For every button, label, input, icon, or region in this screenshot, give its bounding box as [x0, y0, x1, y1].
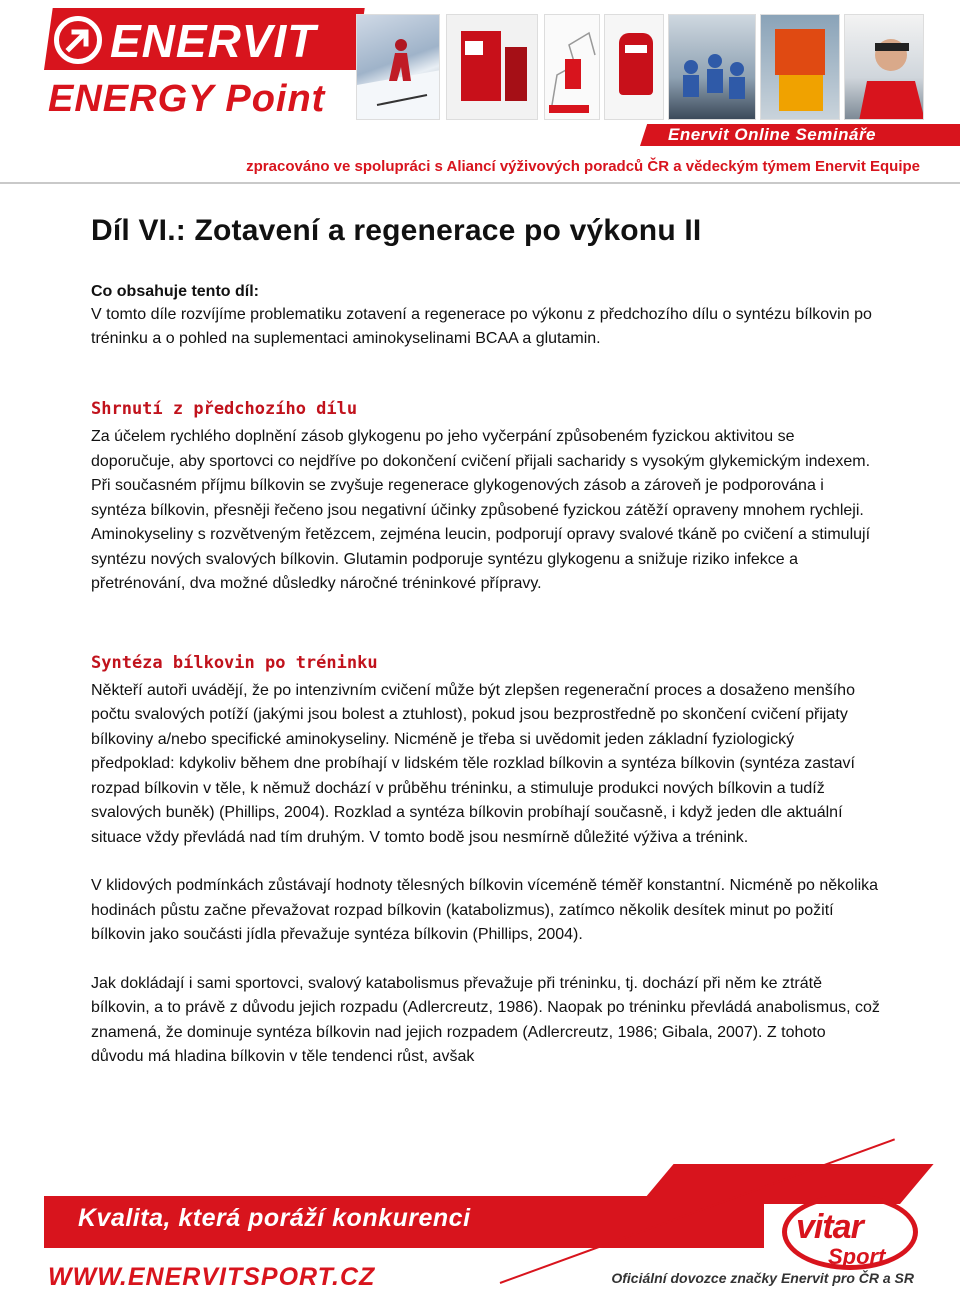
- photo-pre-product: [760, 14, 840, 120]
- page-footer: [0, 1160, 960, 1295]
- photo-cross-country-skier: [356, 14, 440, 120]
- logo-point-word: Point: [225, 78, 326, 120]
- footer-importer-note: Oficiální dovozce značky Enervit pro ČR a SR: [611, 1270, 914, 1286]
- photo-cyclist-portrait: [844, 14, 924, 120]
- logo-energy-text: [48, 78, 325, 121]
- header-divider: [0, 182, 960, 184]
- section-paragraph: Za účelem rychlého doplnění zásob glykogenu po jeho vyčerpání způsobeném fyzickou aktivitou se doporučuje, aby sportovci co nejdříve po dokončení cvičení přijali sacharidy s vysokým glykemickým indexem. Při současném příjmu bílkovin se zvyšuje regenerace glykogenových zásob a zároveň je podporována i syntéza bílkovin, přesněji řečeno jsou negativní účinky způsobené fyzickou zátěží opraveny mnohem rychleji. Aminokyseliny s rozvětveným řetězcem, zejména leucin, podporují opravy svalové tkáně po cvičení a stimulují syntézu nových svalových bílkovin. Glutamin podporuje syntézu glykogenu a snižuje riziko infekce a přetrénování, dva možné důsledky náročné tréninkové přípravy.: [91, 428, 871, 592]
- footer-slogan: Kvalita, která poráží konkurenci: [78, 1204, 471, 1232]
- section-heading: Syntéza bílkovin po tréninku: [91, 652, 378, 673]
- document-title: Díl VI.: Zotavení a regenerace po výkonu II: [91, 214, 702, 247]
- header-photo-strip: [356, 14, 924, 120]
- section-paragraph: V klidových podmínkách zůstávají hodnoty tělesných bílkovin víceméně téměř konstantní. Nicméně po několika hodinách půstu začne převažovat rozpad bílkovin (katabolizmus), zatímco několik desítek minut po požití bílkovin jako součásti jídla převažuje syntéza bílkovin (Phillips, 2004).: [91, 877, 879, 943]
- enervit-energy-point-logo: [44, 8, 356, 126]
- section-protein-synthesis: [91, 651, 881, 1070]
- photo-enervitene-gel: [604, 14, 664, 120]
- logo-energy-word: ENERGY: [48, 78, 214, 120]
- page-header: [0, 0, 960, 186]
- section-heading: Shrnutí z předchozího dílu: [91, 399, 358, 419]
- section-summary: [91, 397, 881, 597]
- intro-heading: Co obsahuje tento díl:: [91, 283, 259, 300]
- document-body: [91, 210, 881, 1070]
- logo-enervit-text: ENERVIT: [110, 15, 317, 67]
- section-paragraph: Někteří autoři uvádějí, že po intenzivním cvičení může být zlepšen regenerační proces a dosaženo menšího počtu svalových potíží (jakými jsou bolest a ztuhlost), pokud jsou bezprostředně po skončení cvičení přijaty bílkoviny a/nebo specifické aminokyseliny. Nicméně je třeba si uvědomit jeden základní fyziologický předpoklad: kdykoliv během dne probíhají v lidském těle rozklad bílkovin a syntéza bílkovin (syntéza zastaví rozpad bílkovin v těle, k němuž dochází v průběhu tréninku, a stimuluje produkci nových bílkovin a tudíž svalových buněk) (Phillips, 2004). Rozklad a syntéza bílkovin probíhají současně, i když jeden dle aktuální situace vždy převládá nad tím druhým. V tomto bodě jsou nesmírně důležité výživa a trénink.: [91, 681, 855, 846]
- intro-body: V tomto díle rozvíjíme problematiku zotavení a regenerace po výkonu z předchozího dílu o syntézu bílkovin po tréninku a o pohled na suplementaci aminokyselinami BCAA a glutamin.: [91, 306, 872, 347]
- header-subline: zpracováno ve spolupráci s Aliancí výživových poradců ČR a vědeckým týmem Enervit Equipe: [246, 158, 920, 175]
- vitar-sport-word: Sport: [828, 1244, 886, 1269]
- seminar-label: Enervit Online Semináře: [668, 125, 877, 144]
- footer-website-url: WWW.ENERVITSPORT.CZ: [48, 1263, 376, 1291]
- photo-course-map: [544, 14, 600, 120]
- vitar-brand: vitar: [796, 1208, 863, 1246]
- logo-arrow-icon: [54, 16, 102, 64]
- photo-r1-product-box: [446, 14, 538, 120]
- photo-cycling-peloton: [668, 14, 756, 120]
- section-paragraph: Jak dokládají i sami sportovci, svalový katabolismus převažuje při tréninku, tj. dochází při něm ke ztrátě bílkovin, a to právě z důvodu jejich rozpadu (Adlercreutz, 1986). Naopak po tréninku převládá anabolismus, což znamená, že dominuje syntéza bílkovin nad jejich rozpadem (Adlercreutz, 1986; Gibala, 2007). Z tohoto důvodu má hladina bílkovin v těle tendenci růst, avšak: [91, 974, 880, 1065]
